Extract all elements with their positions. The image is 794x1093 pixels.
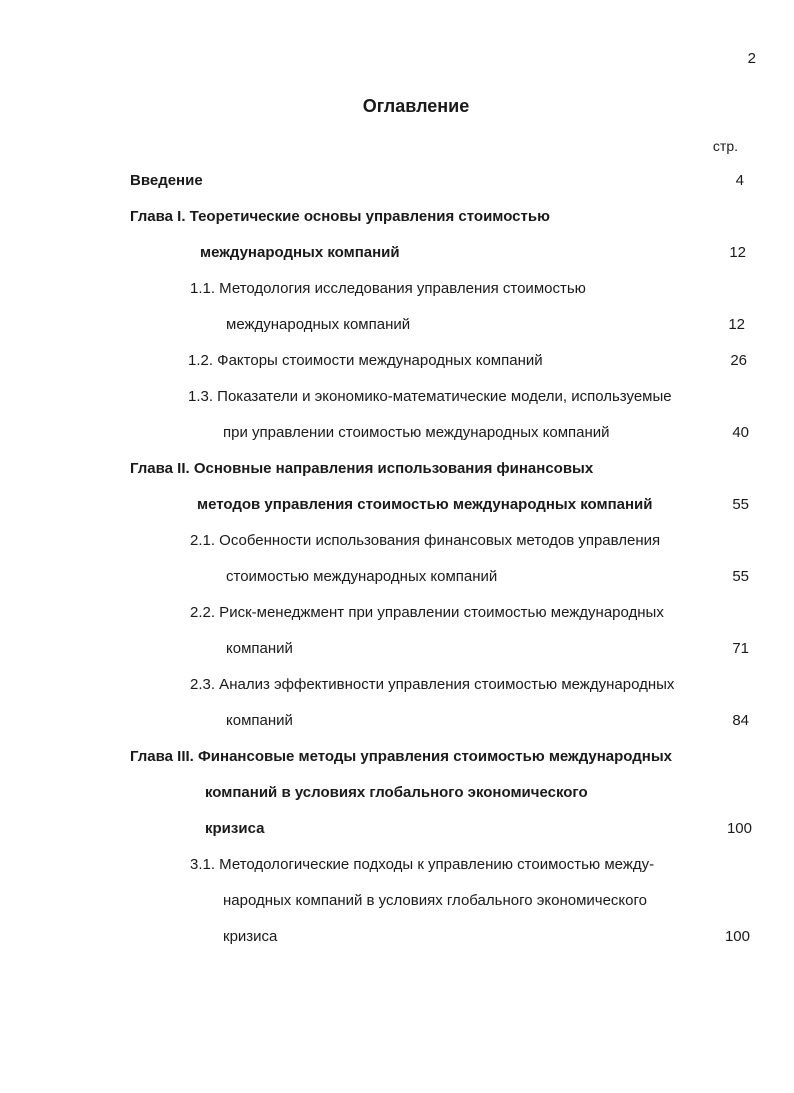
toc-entry-1-3-cont: при управлении стоимостью международных компаний bbox=[223, 424, 610, 441]
toc-entry-2-2-cont: компаний bbox=[226, 640, 293, 657]
toc-entry-chapter-1: Глава I. Теоретические основы управления стоимостью bbox=[130, 208, 550, 225]
page-number: 2 bbox=[747, 50, 756, 67]
toc-entry-chapter-3-cont: компаний в условиях глобального экономического bbox=[205, 784, 588, 801]
toc-page-1-2: 26 bbox=[730, 352, 747, 369]
page-title: Оглавление bbox=[362, 96, 470, 116]
toc-entry-1-2: 1.2. Факторы стоимости международных компаний bbox=[188, 352, 543, 369]
toc-page-2-2: 71 bbox=[732, 640, 749, 657]
toc-entry-chapter-1-cont: международных компаний bbox=[200, 244, 400, 261]
toc-entry-2-2: 2.2. Риск-менеджмент при управлении стоимостью международных bbox=[190, 604, 664, 621]
toc-entry-2-3: 2.3. Анализ эффективности управления стоимостью международных bbox=[190, 676, 675, 693]
toc-entry-3-1: 3.1. Методологические подходы к управлению стоимостью между- bbox=[190, 856, 655, 873]
toc-entry-2-1: 2.1. Особенности использования финансовых методов управления bbox=[190, 532, 661, 549]
toc-entry-1-1-cont: международных компаний bbox=[226, 316, 411, 333]
toc-page-3-1: 100 bbox=[724, 928, 750, 945]
toc-page-chapter-2: 55 bbox=[732, 496, 749, 513]
toc-entry-1-3: 1.3. Показатели и экономико-математические модели, используемые bbox=[188, 388, 672, 405]
toc-page-intro: 4 bbox=[735, 172, 744, 189]
toc-page-chapter-1: 12 bbox=[729, 244, 746, 261]
toc-page-1-1: 12 bbox=[728, 316, 745, 333]
toc-entry-2-1-cont: стоимостью международных компаний bbox=[226, 568, 498, 585]
toc-entry-2-3-cont: компаний bbox=[226, 712, 293, 729]
toc-page-1-3: 40 bbox=[732, 424, 749, 441]
toc-entry-3-1-cont2: кризиса bbox=[223, 928, 278, 945]
toc-entry-chapter-3: Глава III. Финансовые методы управления стоимостью международных bbox=[130, 748, 672, 765]
page-column-label: стр. bbox=[712, 138, 738, 154]
toc-entry-3-1-cont: народных компаний в условиях глобального экономического bbox=[223, 892, 647, 909]
toc-entry-intro: Введение bbox=[130, 172, 203, 189]
toc-entry-1-1: 1.1. Методология исследования управления стоимостью bbox=[190, 280, 586, 297]
toc-entry-chapter-2: Глава II. Основные направления использования финансовых bbox=[130, 460, 594, 477]
toc-page-2-3: 84 bbox=[732, 712, 749, 729]
toc-page-2-1: 55 bbox=[732, 568, 749, 585]
toc-entry-chapter-3-cont2: кризиса bbox=[205, 820, 265, 837]
toc-page-chapter-3: 100 bbox=[726, 820, 752, 837]
toc-entry-chapter-2-cont: методов управления стоимостью международных компаний bbox=[197, 496, 653, 513]
